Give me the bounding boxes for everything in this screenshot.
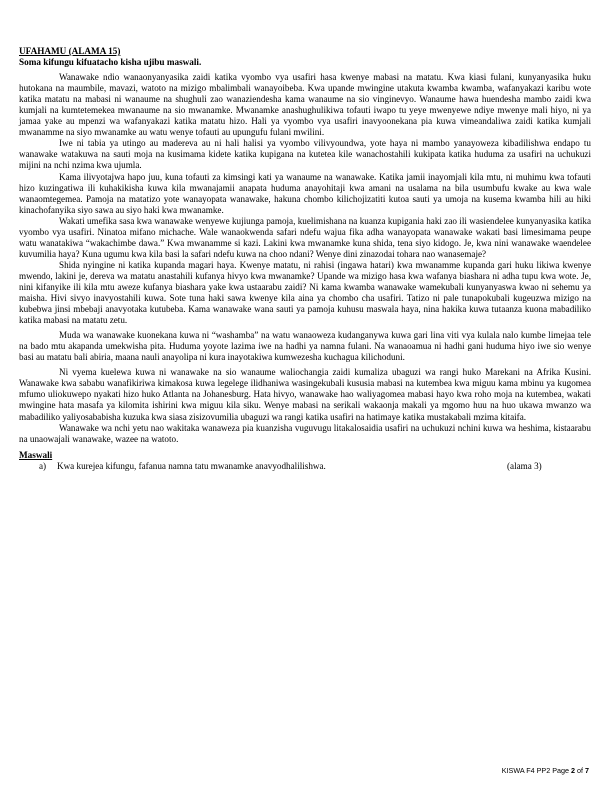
section-heading: UFAHAMU (ALAMA 15) <box>19 46 121 56</box>
footer-total-pages: 7 <box>585 766 589 775</box>
question-text: Kwa kurejea kifungu, fafanua namna tatu mwanamke anavyodhalilishwa. <box>57 460 326 471</box>
question-marks: (alama 3) <box>507 460 542 471</box>
passage-paragraph-6: Muda wa wanawake kuonekana kuwa ni “washamba” na watu wanaoweza kudanganywa kuwa gari lina viti vya kulala nalo kumbe limejaa tele na bado mtu akapanda umekwisha pita. Huduma yoyote lazima iwe na hadhi ya namna fulani. Na wanaoamua ni hadhi gani huduma hiyo iwe sio wenye basi au matatu bali abiria, maana nauli anayolipa ni kura inayotakiwa kumwezesha kuchagua kilichoduni. <box>19 330 591 363</box>
questions-heading: Maswali <box>19 449 53 460</box>
footer-of-label: of <box>575 766 585 775</box>
passage-paragraph-2: Iwe ni tabia ya utingo au madereva au ni hali halisi ya vyombo vilivyoundwa, yote haya ni mambo yanayoweza kibadilishwa endapo tu wanawake watakuwa na sauti moja na kusimama kidete katika kupigana na kutetea kile wanachostahili kukipata katika huduma za usafiri na uchukuzi mijini na nchi nzima kwa ujumla. <box>19 138 591 171</box>
passage-paragraph-3: Kama ilivyotajwa hapo juu, kuna tofauti za kimsingi kati ya wanaume na wanawake. Katika jamii inayomjali kila mtu, ni muhimu kwa tofauti hizo kuzingatiwa ili kuhakikisha kuwa kila mwanajamii anapata huduma anayohitaji kwa amani na usalama na bila usumbufu kwake au kwa wale wanaomtegemea. Pamoja na matatizo yote wanayopata wanawake, hakuna chombo kilichojizatiti kutoa sauti ya umoja na kusema kwamba hili au hiki kinachofanyika siyo sawa au siyo haki kwa mwanamke. <box>19 171 591 215</box>
footer-prefix: KISWA F4 PP2 Page <box>501 766 571 775</box>
page-footer <box>502 766 589 775</box>
page-content <box>19 46 591 473</box>
passage-paragraph-7: Ni vyema kuelewa kuwa ni wanawake na sio wanaume waliochangia zaidi kumaliza ubaguzi wa rangi huko Marekani na Afrika Kusini. Wanawake kwa sababu wanafikiriwa kimakosa kuwa legelege ilidhaniwa wasingekubali kususia mabasi na kutembea kwa miguu kama mbinu ya kugomea mfumo uliokuwepo nyakati hizo huko Atlanta na Johanesburg. Hata hivyo, wanawake hao waliyagomea mabasi hayo kwa roho moja na kutembea, wakati mwingine hata masafa ya kilomita ishirini kwa miguu kila siku. Wenye mabasi na serikali wakaonja makali ya mgomo huu na huo ukawa mwanzo wa mabadiliko yaliyosababisha kuzuka kwa siasa zisizovumilia ubaguzi wa rangi katika usafiri na hatimaye katika mustakabali mzima kitaifa. <box>19 367 591 422</box>
question-letter: a) <box>39 460 47 471</box>
footer-page-number: 2 <box>571 766 575 775</box>
passage-paragraph-1: Wanawake ndio wanaonyanyasika zaidi katika vyombo vya usafiri hasa kwenye mabasi na matatu. Kwa kiasi fulani, kunyanyasika huku hutokana na maumbile, mavazi, watoto na mizigo mbalimbali wanayoibeba. Kwa upande mwingine utakuta kwamba kwamba, wafanyakazi karibu wote katika matatu na mabasi ni wanaume na shughuli zao wanaziendesha kama wanaume na sio vinginevyo. Wanaume hawa huendesha mambo zaidi kwa kumjali na kumtetemekea mwanaume na sio mwanamke. Mwanamke anashughulikiwa tofauti iwapo tu yeye mwenyewe ndiye mwenye mali hiyo, ni ya jamaa yake au mpenzi wa wafanyakazi katika matatu hizo. Hali ya vyombo vya usafiri inavyoonekana pia kuwa vimeandaliwa zaidi katika kumjali mwanamme na siyo mwanamke au watu wenye tofauti au upungufu fulani mwilini. <box>19 72 591 138</box>
passage-paragraph-4: Wakati umefika sasa kwa wanawake wenyewe kujiunga pamoja, kuelimishana na kuanza kupigania haki zao ili wasiendelee kunyanyasika katika vyombo vya usafiri. Ninatoa mifano michache. Wale wanaokwenda safari ndefu wajua fika adha wanayopata wanawake wakati basi limesimama peupe watu wanatakiwa “wakachimbe dawa.” Kwa mwanamme si kazi. Lakini kwa mwanamke kuna shida, tena siyo kidogo. Je, kwa nini wanawake waendelee kuvumilia haya? Kuna ugumu kwa kila basi la safari ndefu kuwa na choo ndani? Wenye dini zinazodai tohara nao wanasemaje? <box>19 215 591 259</box>
passage-paragraph-5: Shida nyingine ni katika kupanda magari haya. Kwenye matatu, ni rahisi (ingawa hatari) kwa mwanamme kupanda gari huku likiwa kwenye mwendo, lakini je, dereva wa matatu anastahili kufanya hivyo kwa mwanamke? Upande wa mizigo hasa kwa wafanya biashara ni adha tupu kwa wote. Je, nini kifanyike ili kila mtu aweze kufanya biashara yake kwa ustaarabu zaidi? Ni kama kwamba wanawake wamekubali kunyanyaswa kwao ni sehemu ya maisha. Hivi sivyo inavyostahili kuwa. Sote tuna haki sawa kwenye kila aina ya chombo cha usafiri. Tatizo ni pale tunapokubali kugeuzwa mizigo na kubebwa jinsi mbebaji anavyotaka kutubeba. Kama wanawake wana sauti ya pamoja kuhusu maswala haya, nina hakika kuwa tutaanza kuona mabadiliko katika mabasi na matatu zetu. <box>19 259 591 326</box>
section-instruction: Soma kifungu kifuatacho kisha ujibu maswali. <box>19 57 202 68</box>
question-a <box>19 461 591 473</box>
passage-paragraph-8: Wanawake wa nchi yetu nao wakitaka wanaweza pia kuanzisha vuguvugu litakalosaidia usafiri na uchukuzi nchini kuwa wa heshima, kistaarabu na unaowajali wanawake, wazee na watoto. <box>19 422 591 444</box>
